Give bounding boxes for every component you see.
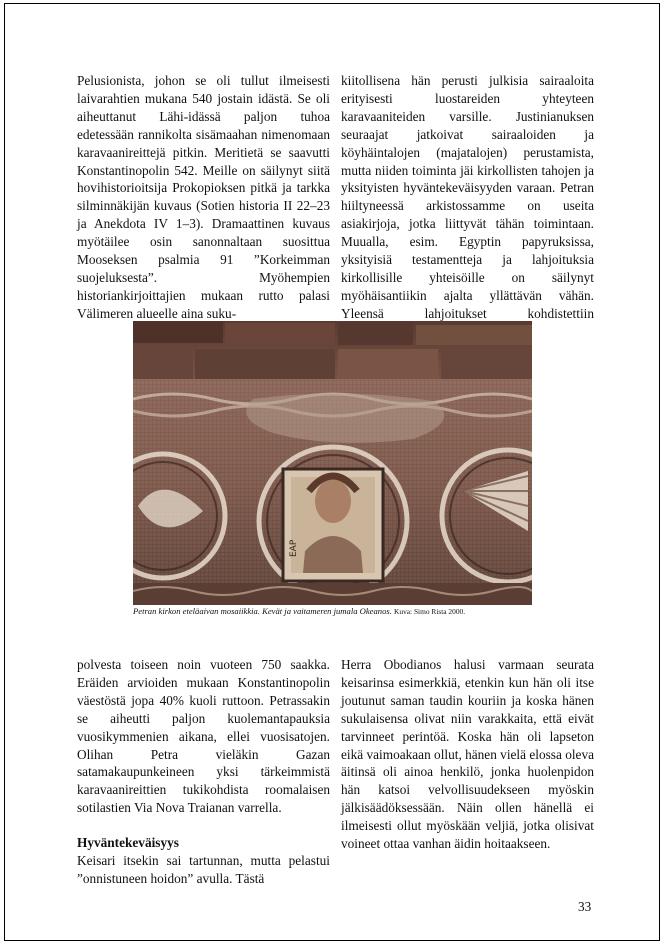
mosaic-photo [133, 321, 532, 605]
paragraph-top-right: kiitollisena hän perusti julkisia sairaaloita erityisesti luostareiden yhteyteen karavaaniteiden varsille. Justinianuksen seuraajat jatkoivat sairaaloiden ja köyhäintalojen (majatalojen) perustamista, mutta niiden toiminta jäi kirkollisten tahojen ja yksityisten hyväntekeväisyyden varaan. Petran hiiltyneessä arkistossamme on useita asiakirjoja, jotka liittyvät tähän toimintaan. Muualla, esim. Egyptin papyruksissa, yksityisiä testamentteja ja lahjoituksia kirkollisille yhteisöille on säilynyt myöhäisantiikin ajalta yllättävän vähän. Yleensä lahjoitukset kohdistettiin [341, 73, 594, 321]
caption-credit: Kuva: Simo Rista 2000. [394, 607, 466, 616]
column-bottom-right [341, 656, 594, 853]
page-number: 33 [578, 899, 592, 914]
figure-caption [133, 606, 553, 616]
column-top-right [341, 72, 594, 341]
column-bottom-left [77, 656, 330, 888]
caption-text: Petran kirkon eteläaivan mosaiikkia. Kevät ja vaitameren jumala Okeanos. [133, 606, 392, 616]
paragraph-bottom-right: Herra Obodianos halusi varmaan seurata keisarinsa esimerkkiä, etenkin kun hän oli itse joutunut saman taudin kouriin ja koska hänen sukulaisensa olivat niin varakkaita, että eivät tarvinneet perintöä. Koska hän oli lapseton eikä vaimoakaan ollut, hänen vielä elossa oleva äitinsä oli ainoa henkilö, jonka huolenpidon hän katsoi velvollisuudekseen myöskin jälkisäädöksessään. Näin ollen hänellä ei ilmeisesti ollut myöskään veljiä, jotka olisivat voineet ottaa vanhan äidin hoitaakseen. [341, 657, 594, 852]
paragraph-bottom-left-after-heading: Keisari itsekin sai tartunnan, mutta pelastui ”onnistuneen hoidon” avulla. Tästä [77, 853, 330, 886]
svg-text:ΕΑΡ: ΕΑΡ [289, 539, 299, 557]
paragraph-top-left: Pelusionista, johon se oli tullut ilmeisesti laivarahtien mukana 540 jostain idästä. Se oli aiheuttanut Lähi-idässä paljon tuhoa edetessään rannikolta sisämaahan nimenomaan karavaanireittejä pitkin. Meritietä se saavutti Konstantinopolin 542. Meille on säilynyt siitä hovihistorioitsija Prokopioksen pitkä ja tarkka silminnäkijän kuvaus (Sotien historia II 22–23 ja Anekdota IV 1–3). Dramaattinen kuvaus myötäilee osin sanonnaltaan suosittua Mooseksen psalmia 91 ”Korkeimman suojeluksesta”. Myöhempien historiankirjoittajien mukaan rutto palasi Välimeren alueelle aina suku- [77, 73, 330, 321]
column-top-left [77, 72, 330, 323]
section-heading: Hyväntekeväisyys [77, 835, 179, 851]
paragraph-bottom-left: polvesta toiseen noin vuoteen 750 saakka. Eräiden arvioiden mukaan Konstantinopolin väestöstä jopa 40% kuoli ruttoon. Petrassakin se aiheutti paljon kuolemantapauksia vuosikymmenien aikana, ellei vuosisatojen. Olihan Petra vieläkin Gazan satamakaupunkeineen yksi tärkeimmistä karavaanireittien tukikohdista roomalaisen sotilastien Via Nova Traianan varrella. [77, 657, 330, 816]
